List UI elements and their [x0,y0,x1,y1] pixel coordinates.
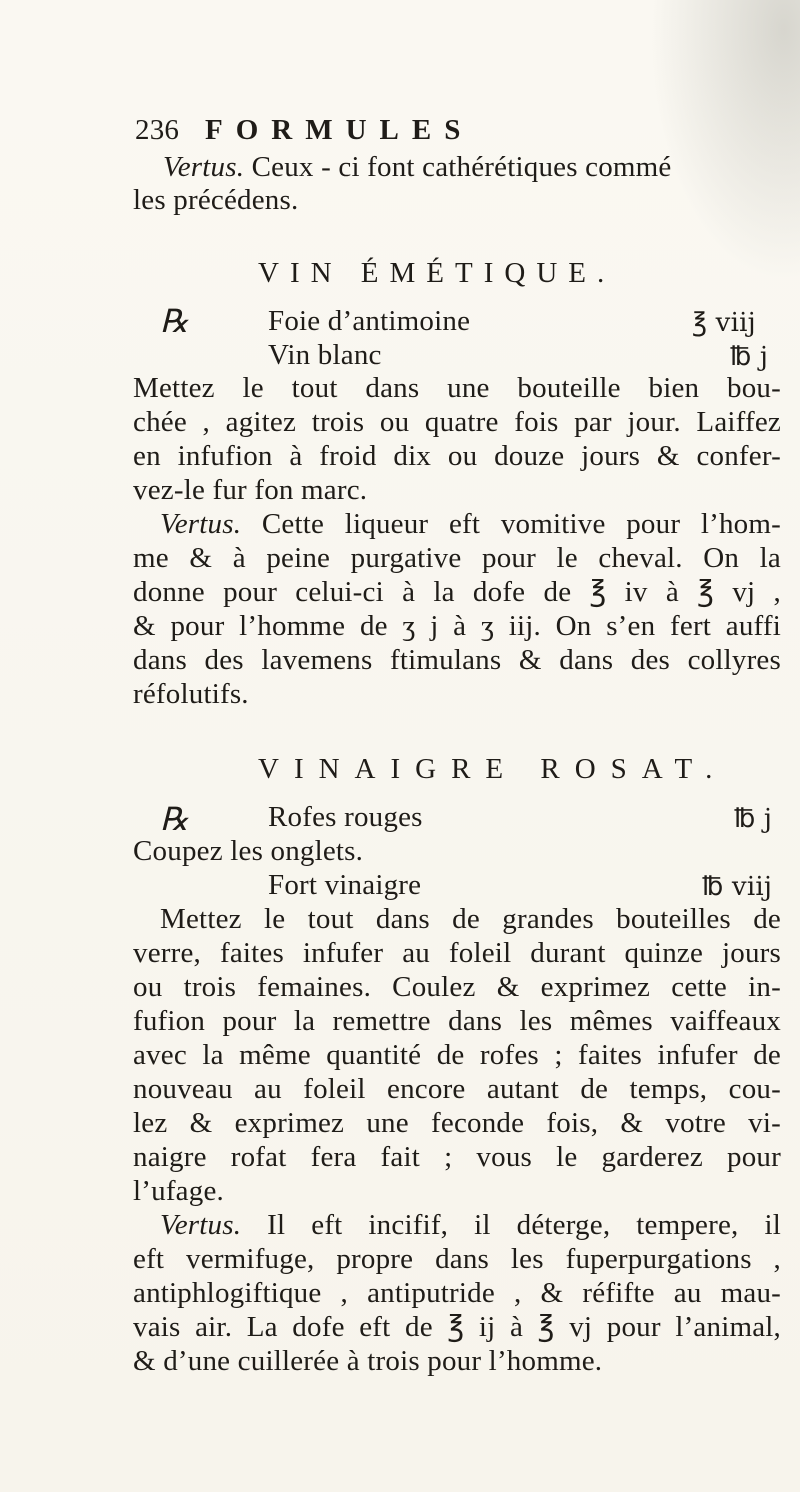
ingredient-quantity: ℔ viij [702,872,773,902]
paragraph-line: l’ufage. [133,1175,224,1207]
ingredient-name: Foie d’antimoine [268,305,471,337]
paragraph-line: Mettez le tout dans une bouteille bien bou- [133,372,781,404]
ingredient-quantity: ℔ j [734,804,773,834]
paragraph-line: Mettez le tout dans de grandes bouteilles de [160,903,781,935]
vertus-line: vais air. La dofe eft de ℥ ij à ℥ vj pour l’animal, [133,1311,781,1343]
intro-line-2: les précédens. [133,184,299,216]
vertus-label: Vertus. [160,508,242,540]
paragraph-line: verre, faites infufer au foleil durant quinze jours [133,937,781,969]
ingredient-name: Vin blanc [268,339,382,371]
ingredient-name: Fort vinaigre [268,869,422,901]
vertus-line: & pour l’homme de ʒ j à ʒ iij. On s’en fert auffi [133,610,781,642]
vertus-line: & d’une cuillerée à trois pour l’homme. [133,1345,603,1377]
recipe-symbol: ℞ [160,800,189,838]
ingredient-quantity: ℥ viij [692,308,756,338]
vertus-line: donne pour celui-ci à la dofe de ℥ iv à ℥ vj , [133,576,781,608]
vertus-line: antiphlogiftique , antiputride , & réfifte au mau- [133,1277,781,1309]
running-head [135,113,655,147]
vertus-text: Cette liqueur eft vomitive pour l’hom- [261,508,781,540]
ingredient-quantity: ℔ j [730,342,769,372]
section-heading-vinaigre-rosat: VINAIGRE ROSAT. [258,753,728,785]
ingredient-name: Rofes rouges [268,801,423,833]
recipe-symbol: ℞ [160,302,189,340]
vertus-label: Vertus. [160,1209,242,1241]
vertus-label: Vertus. [163,151,245,183]
paragraph-line: ou trois femaines. Coulez & exprimez cette in- [133,971,781,1003]
vertus-line: dans des lavemens ftimulans & dans des collyres [133,644,781,676]
paragraph-line: vez-le fur fon marc. [133,474,368,506]
running-title: FORMULES [205,114,474,146]
paragraph-line: nouveau au foleil encore autant de temps, cou- [133,1073,781,1105]
paragraph-line: naigre rofat fera fait ; vous le garderez pour [133,1141,781,1173]
vertus-line: eft vermifuge, propre dans les fuperpurgations , [133,1243,781,1275]
section-heading-vin-emetique: VIN ÉMÉTIQUE. [258,257,616,289]
paragraph-line: fufion pour la remettre dans les mêmes vaiffeaux [133,1005,781,1037]
vertus-line [160,1208,781,1242]
intro-text: Ceux - ci font cathérétiques commé [251,151,672,183]
page-number: 236 [135,114,180,146]
paragraph-line: en infufion à froid dix ou douze jours & confer- [133,440,781,472]
vertus-line: me & à peine purgative pour le cheval. On la [133,542,781,574]
paragraph-line: chée , agitez trois ou quatre fois par jour. Laiffez [133,406,781,438]
intro-line-1 [163,150,672,184]
vertus-text: Il eft incifif, il déterge, tempere, il [267,1209,781,1241]
vertus-line: réfolutifs. [133,678,249,710]
paragraph-line: lez & exprimez une feconde fois, & votre vi- [133,1107,781,1139]
vertus-line [160,507,781,541]
paragraph-line: avec la même quantité de rofes ; faites infufer de [133,1039,781,1071]
instruction-line: Coupez les onglets. [133,835,364,867]
